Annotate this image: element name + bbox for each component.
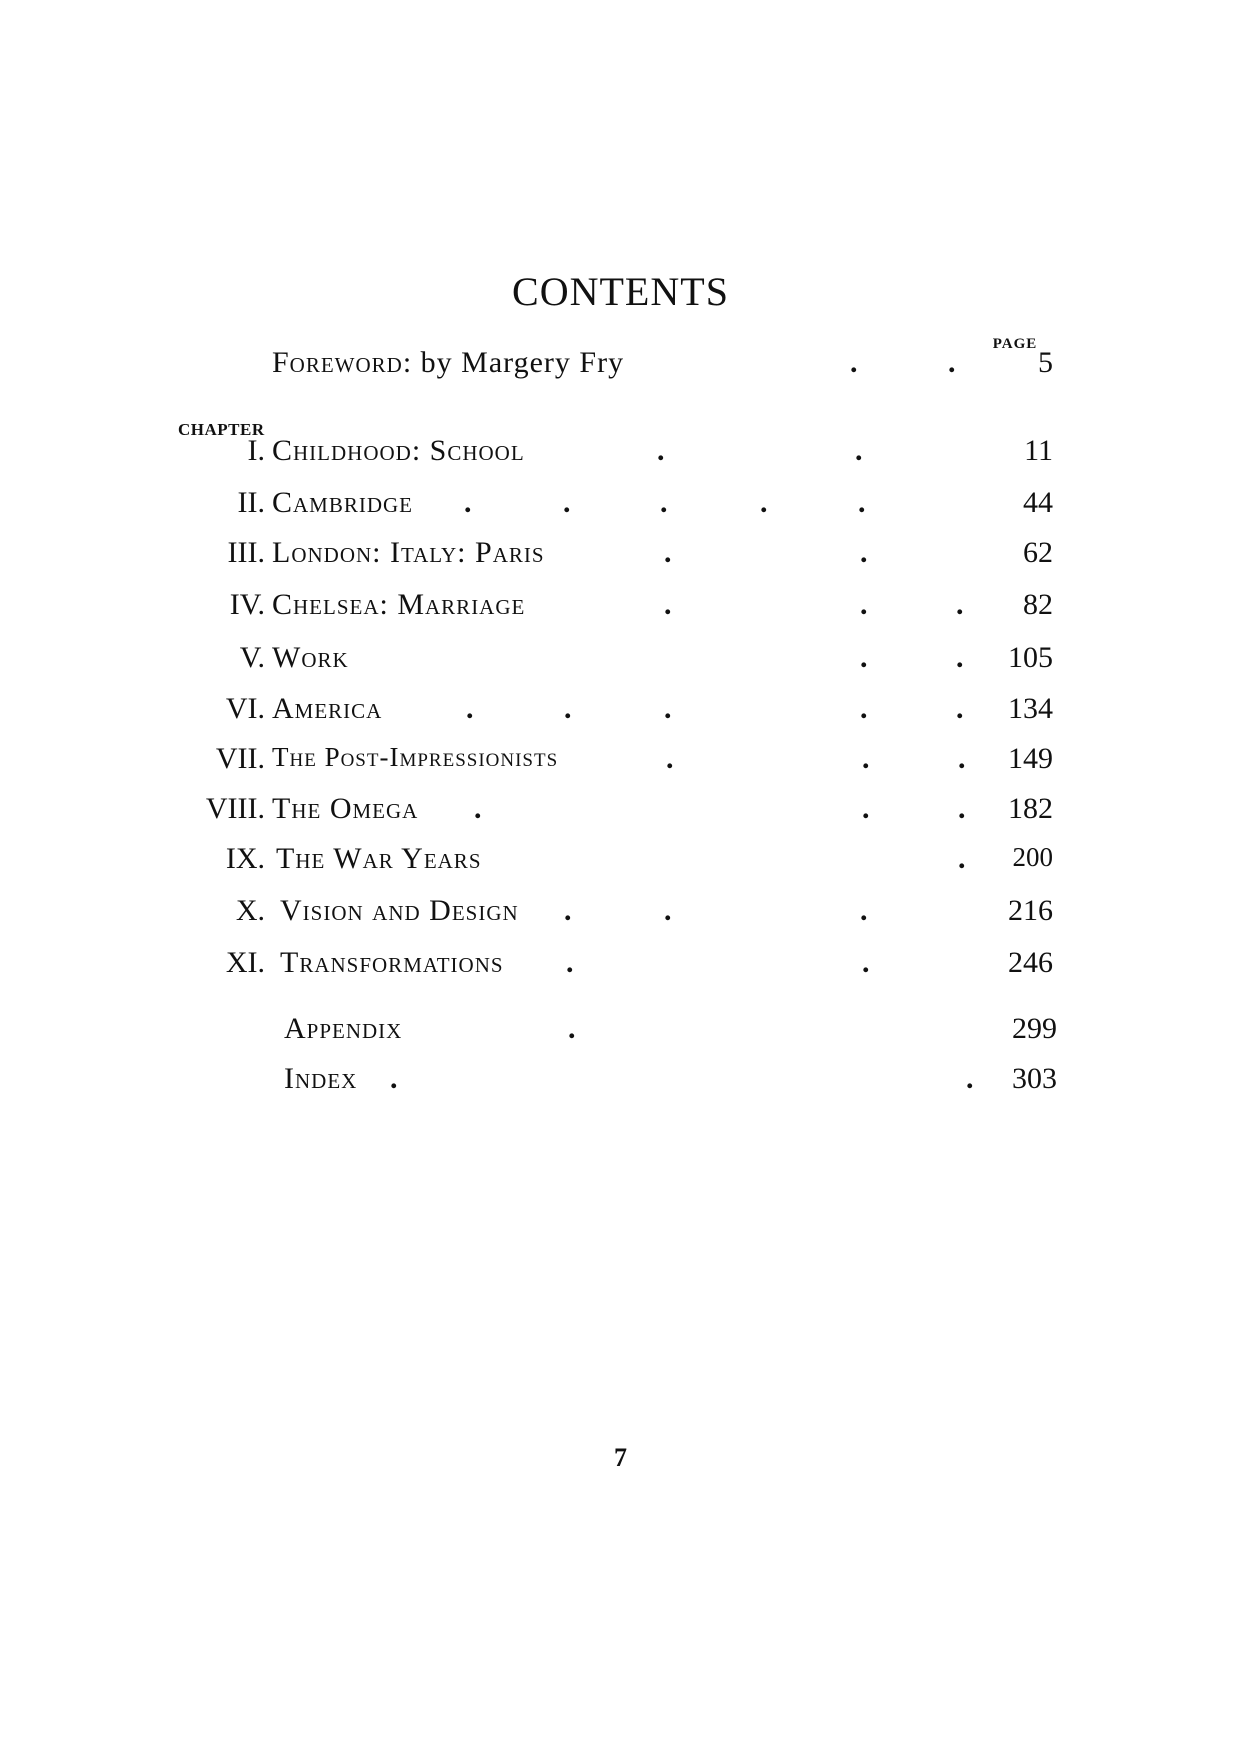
chapter-numeral: II. <box>237 486 265 519</box>
foreword-title-prefix: Foreword <box>272 346 403 379</box>
leader-dot: . <box>862 946 870 979</box>
leader-dot: . <box>956 641 964 674</box>
leader-dot: . <box>958 842 966 875</box>
chapter-entry <box>0 641 1241 685</box>
chapter-page-number: 216 <box>1008 894 1053 927</box>
leader-dot: . <box>664 894 672 927</box>
chapter-page-number: 200 <box>1012 842 1053 872</box>
leader-dot: . <box>564 692 572 725</box>
chapter-page-number: 62 <box>1023 536 1053 569</box>
chapter-entry <box>0 692 1241 736</box>
chapter-numeral: I. <box>247 434 265 467</box>
chapter-numeral: V. <box>239 641 265 674</box>
chapter-numeral: XI. <box>225 946 265 979</box>
chapter-title: Cambridge <box>272 486 414 519</box>
leader-dot: . <box>568 1012 576 1045</box>
chapter-entry <box>0 894 1241 938</box>
leader-dot: . <box>860 692 868 725</box>
chapter-title: Vision and Design <box>280 894 519 927</box>
leader-dot: . <box>958 792 966 825</box>
leader-dot: . <box>664 536 672 569</box>
back-matter-entry <box>0 1012 1241 1056</box>
chapter-page-number: 82 <box>1023 588 1053 621</box>
chapter-entry <box>0 742 1241 786</box>
leader-dot: . <box>760 486 768 519</box>
page-column-label: PAGE <box>992 336 1038 352</box>
back-matter-title: Appendix <box>284 1012 403 1045</box>
chapter-page-number: 149 <box>1008 742 1053 775</box>
chapter-title: America <box>272 692 383 725</box>
chapter-page-number: 246 <box>1008 946 1053 979</box>
chapter-entry <box>0 792 1241 836</box>
chapter-numeral: III. <box>227 536 265 569</box>
leader-dot: . <box>860 894 868 927</box>
foreword-title <box>272 346 624 380</box>
leader-dot: . <box>958 742 966 775</box>
chapter-title: London: Italy: Paris <box>272 536 545 569</box>
leader-dot: . <box>862 742 870 775</box>
back-matter-title: Index <box>284 1062 358 1095</box>
leader-dot: . <box>850 346 858 379</box>
chapter-page-number: 182 <box>1008 792 1053 825</box>
chapter-numeral: VI. <box>225 692 265 725</box>
leader-dot: . <box>664 588 672 621</box>
chapter-entry <box>0 946 1241 990</box>
foreword-entry <box>0 346 1241 390</box>
back-matter-page-number: 299 <box>1012 1012 1057 1045</box>
leader-dot: . <box>860 588 868 621</box>
chapter-page-number: 134 <box>1008 692 1053 725</box>
foreword-title-rest: : by Margery Fry <box>402 346 625 379</box>
leader-dot: . <box>858 486 866 519</box>
leader-dot: . <box>860 641 868 674</box>
leader-dot: . <box>855 434 863 467</box>
chapter-title: Work <box>272 641 349 674</box>
chapter-page-number: 11 <box>1024 434 1053 467</box>
chapter-numeral: IX. <box>225 842 265 875</box>
chapter-title: The War Years <box>276 842 482 875</box>
chapter-entry <box>0 486 1241 530</box>
leader-dot: . <box>862 792 870 825</box>
back-matter-page-number: 303 <box>1012 1062 1057 1095</box>
leader-dot: . <box>956 692 964 725</box>
page-title: CONTENTS <box>512 269 729 314</box>
leader-dot: . <box>464 486 472 519</box>
chapter-numeral: IV. <box>229 588 265 621</box>
chapter-page-number: 105 <box>1008 641 1053 674</box>
chapter-entry <box>0 588 1241 632</box>
chapter-title: Chelsea: Marriage <box>272 588 526 621</box>
chapter-column-label: CHAPTER <box>178 420 265 439</box>
chapter-entry <box>0 434 1241 478</box>
leader-dot: . <box>563 486 571 519</box>
chapter-numeral: VII. <box>215 742 265 775</box>
leader-dot: . <box>390 1062 398 1095</box>
leader-dot: . <box>660 486 668 519</box>
chapter-numeral: X. <box>235 894 265 927</box>
foreword-page-number: 5 <box>1038 346 1053 379</box>
leader-dot: . <box>657 434 665 467</box>
folio-page-number: 7 <box>614 1443 627 1472</box>
chapter-entry <box>0 536 1241 580</box>
leader-dot: . <box>966 1062 974 1095</box>
leader-dot: . <box>564 894 572 927</box>
chapter-numeral: VIII. <box>205 792 265 825</box>
leader-dot: . <box>666 742 674 775</box>
chapter-title: The Omega <box>272 792 419 825</box>
leader-dot: . <box>956 588 964 621</box>
chapter-entry <box>0 842 1241 886</box>
leader-dot: . <box>664 692 672 725</box>
chapter-title: Childhood: School <box>272 434 525 467</box>
leader-dot: . <box>474 792 482 825</box>
chapter-title: Transformations <box>280 946 504 979</box>
chapter-page-number: 44 <box>1023 486 1053 519</box>
leader-dot: . <box>566 946 574 979</box>
leader-dot: . <box>948 346 956 379</box>
leader-dot: . <box>466 692 474 725</box>
back-matter-entry <box>0 1062 1241 1106</box>
chapter-title: The Post-Impressionists <box>272 742 559 772</box>
leader-dot: . <box>860 536 868 569</box>
